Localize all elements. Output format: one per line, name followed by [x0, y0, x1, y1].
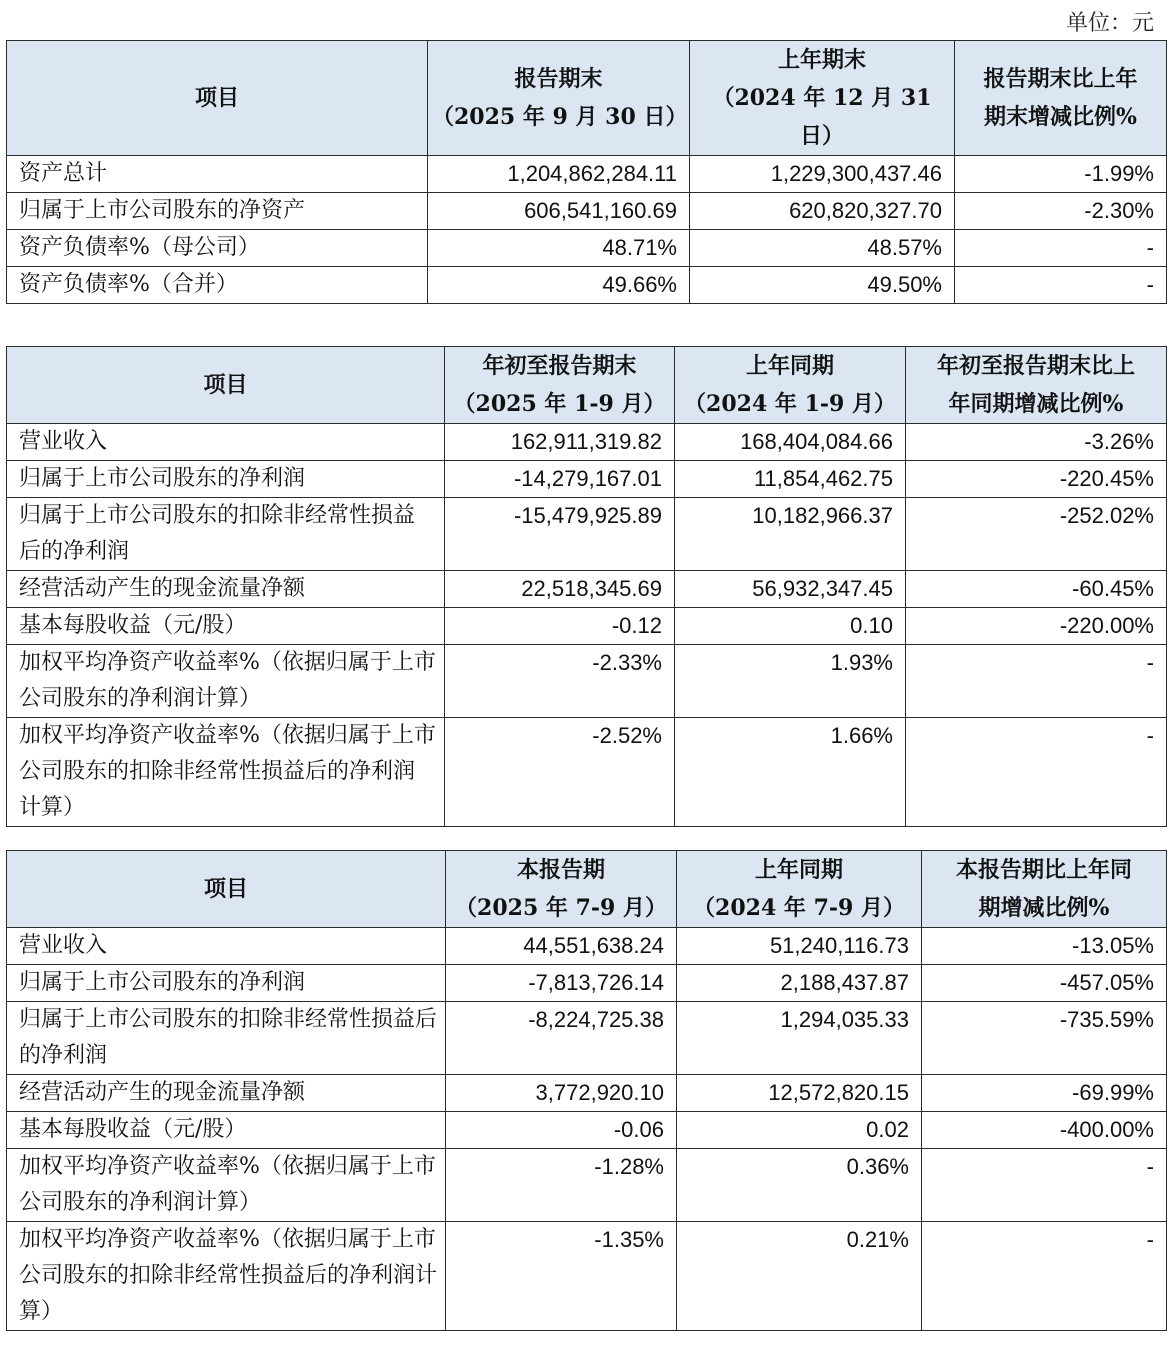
row-label: 归属于上市公司股东的净资产: [7, 193, 428, 230]
column-header-line2: （2025 年 9 月 30 日）: [432, 104, 688, 130]
column-header-line2: 年同期增减比例%: [948, 391, 1124, 417]
column-header: [922, 851, 1167, 928]
table-row: [7, 1075, 1167, 1112]
column-header-line1: 上年同期: [754, 857, 843, 883]
column-header-line1: 报告期末比上年: [983, 66, 1138, 92]
value-cell: 3,772,920.10: [446, 1075, 677, 1112]
value-cell: -7,813,726.14: [446, 965, 677, 1002]
value-cell: -14,279,167.01: [445, 461, 675, 498]
column-header-line1: 上年期末: [777, 47, 866, 73]
value-cell: 0.10: [675, 608, 906, 645]
row-label: 归属于上市公司股东的净利润: [7, 461, 445, 498]
column-header-line1: 项目: [203, 876, 248, 902]
column-header-line2: 期增减比例%: [978, 895, 1110, 921]
table-row: [7, 608, 1167, 645]
column-header: [677, 851, 922, 928]
value-cell: 2,188,437.87: [677, 965, 922, 1002]
row-label: 经营活动产生的现金流量净额: [7, 571, 445, 608]
header-row: [7, 851, 1167, 928]
value-cell: 48.57%: [690, 230, 955, 267]
value-cell: -3.26%: [906, 424, 1167, 461]
value-cell: 10,182,966.37: [675, 498, 906, 571]
value-cell: 44,551,638.24: [446, 928, 677, 965]
row-label: 营业收入: [7, 424, 445, 461]
value-cell: -: [922, 1222, 1167, 1331]
value-cell: 162,911,319.82: [445, 424, 675, 461]
header-row: [7, 41, 1167, 156]
row-label: 归属于上市公司股东的扣除非经常性损益后的净利润: [7, 498, 445, 571]
table-row: [7, 230, 1167, 267]
table-row: [7, 718, 1167, 827]
value-cell: 49.50%: [690, 267, 955, 304]
value-cell: -735.59%: [922, 1002, 1167, 1075]
row-label: 资产负债率%（母公司）: [7, 230, 428, 267]
value-cell: 1.93%: [675, 645, 906, 718]
ytd-performance-table: [6, 346, 1167, 827]
value-cell: 1,204,862,284.11: [428, 156, 690, 193]
value-cell: 22,518,345.69: [445, 571, 675, 608]
column-header: [7, 851, 446, 928]
column-header-line2: （2025 年 7-9 月）: [455, 895, 667, 921]
column-header-line2: 期末增减比例%: [984, 104, 1137, 130]
value-cell: -: [955, 230, 1167, 267]
row-label: 基本每股收益（元/股）: [7, 608, 445, 645]
value-cell: 0.36%: [677, 1149, 922, 1222]
column-header: [955, 41, 1167, 156]
header-row: [7, 347, 1167, 424]
quarter-performance-table: [6, 850, 1167, 1331]
row-label: 加权平均净资产收益率%（依据归属于上市公司股东的净利润计算）: [7, 1149, 446, 1222]
column-header-line1: 本报告期: [516, 857, 605, 883]
table-row: [7, 1222, 1167, 1331]
value-cell: 1,229,300,437.46: [690, 156, 955, 193]
value-cell: -457.05%: [922, 965, 1167, 1002]
value-cell: 56,932,347.45: [675, 571, 906, 608]
row-label: 归属于上市公司股东的净利润: [7, 965, 446, 1002]
value-cell: -: [955, 267, 1167, 304]
table-row: [7, 965, 1167, 1002]
table-row: [7, 571, 1167, 608]
value-cell: 1,294,035.33: [677, 1002, 922, 1075]
value-cell: -0.12: [445, 608, 675, 645]
value-cell: -220.45%: [906, 461, 1167, 498]
row-label: 资产总计: [7, 156, 428, 193]
column-header-line1: 项目: [194, 85, 239, 111]
table-row: [7, 645, 1167, 718]
column-header-line1: 年初至报告期末比上: [936, 353, 1135, 379]
value-cell: -: [906, 718, 1167, 827]
table-row: [7, 461, 1167, 498]
column-header: [906, 347, 1167, 424]
table-row: [7, 498, 1167, 571]
balance-summary-table: [6, 40, 1167, 304]
value-cell: 620,820,327.70: [690, 193, 955, 230]
value-cell: -2.30%: [955, 193, 1167, 230]
column-header: [428, 41, 690, 156]
value-cell: -252.02%: [906, 498, 1167, 571]
column-header-line1: 报告期末: [514, 66, 603, 92]
value-cell: -60.45%: [906, 571, 1167, 608]
value-cell: 12,572,820.15: [677, 1075, 922, 1112]
column-header-line2: （2024 年 1-9 月）: [684, 391, 896, 417]
value-cell: 1.66%: [675, 718, 906, 827]
table-row: [7, 1149, 1167, 1222]
column-header: [690, 41, 955, 156]
column-header-line1: 上年同期: [745, 353, 834, 379]
table-row: [7, 156, 1167, 193]
row-label: 经营活动产生的现金流量净额: [7, 1075, 446, 1112]
value-cell: -15,479,925.89: [445, 498, 675, 571]
value-cell: 0.02: [677, 1112, 922, 1149]
table-row: [7, 193, 1167, 230]
value-cell: -13.05%: [922, 928, 1167, 965]
value-cell: -1.28%: [446, 1149, 677, 1222]
value-cell: 11,854,462.75: [675, 461, 906, 498]
row-label: 加权平均净资产收益率%（依据归属于上市公司股东的扣除非经常性损益后的净利润计算）: [7, 1222, 446, 1331]
row-label: 基本每股收益（元/股）: [7, 1112, 446, 1149]
row-label: 加权平均净资产收益率%（依据归属于上市公司股东的扣除非经常性损益后的净利润计算）: [7, 718, 445, 827]
value-cell: -1.99%: [955, 156, 1167, 193]
column-header: [7, 347, 445, 424]
value-cell: 168,404,084.66: [675, 424, 906, 461]
value-cell: -8,224,725.38: [446, 1002, 677, 1075]
column-header: [446, 851, 677, 928]
value-cell: 0.21%: [677, 1222, 922, 1331]
column-header: [675, 347, 906, 424]
table-row: [7, 928, 1167, 965]
table-row: [7, 1112, 1167, 1149]
value-cell: -69.99%: [922, 1075, 1167, 1112]
value-cell: -220.00%: [906, 608, 1167, 645]
unit-label: 单位：元: [1065, 11, 1154, 36]
table-row: [7, 424, 1167, 461]
row-label: 加权平均净资产收益率%（依据归属于上市公司股东的净利润计算）: [7, 645, 445, 718]
value-cell: -0.06: [446, 1112, 677, 1149]
column-header: [445, 347, 675, 424]
table-row: [7, 267, 1167, 304]
column-header-line1: 项目: [203, 372, 248, 398]
value-cell: 51,240,116.73: [677, 928, 922, 965]
value-cell: 49.66%: [428, 267, 690, 304]
row-label: 归属于上市公司股东的扣除非经常性损益后的净利润: [7, 1002, 446, 1075]
column-header: [7, 41, 428, 156]
value-cell: -1.35%: [446, 1222, 677, 1331]
value-cell: -: [906, 645, 1167, 718]
value-cell: -2.52%: [445, 718, 675, 827]
value-cell: -: [922, 1149, 1167, 1222]
column-header-line2: （2025 年 1-9 月）: [453, 391, 666, 417]
column-header-line1: 本报告期比上年同: [955, 857, 1132, 883]
table-row: [7, 1002, 1167, 1075]
value-cell: -2.33%: [445, 645, 675, 718]
value-cell: 48.71%: [428, 230, 690, 267]
value-cell: -400.00%: [922, 1112, 1167, 1149]
column-header-line1: 年初至报告期末: [482, 353, 637, 379]
row-label: 资产负债率%（合并）: [7, 267, 428, 304]
column-header-line2: （2024 年 12 月 31 日）: [712, 85, 932, 149]
column-header-line2: （2024 年 7-9 月）: [693, 895, 905, 921]
value-cell: 606,541,160.69: [428, 193, 690, 230]
row-label: 营业收入: [7, 928, 446, 965]
